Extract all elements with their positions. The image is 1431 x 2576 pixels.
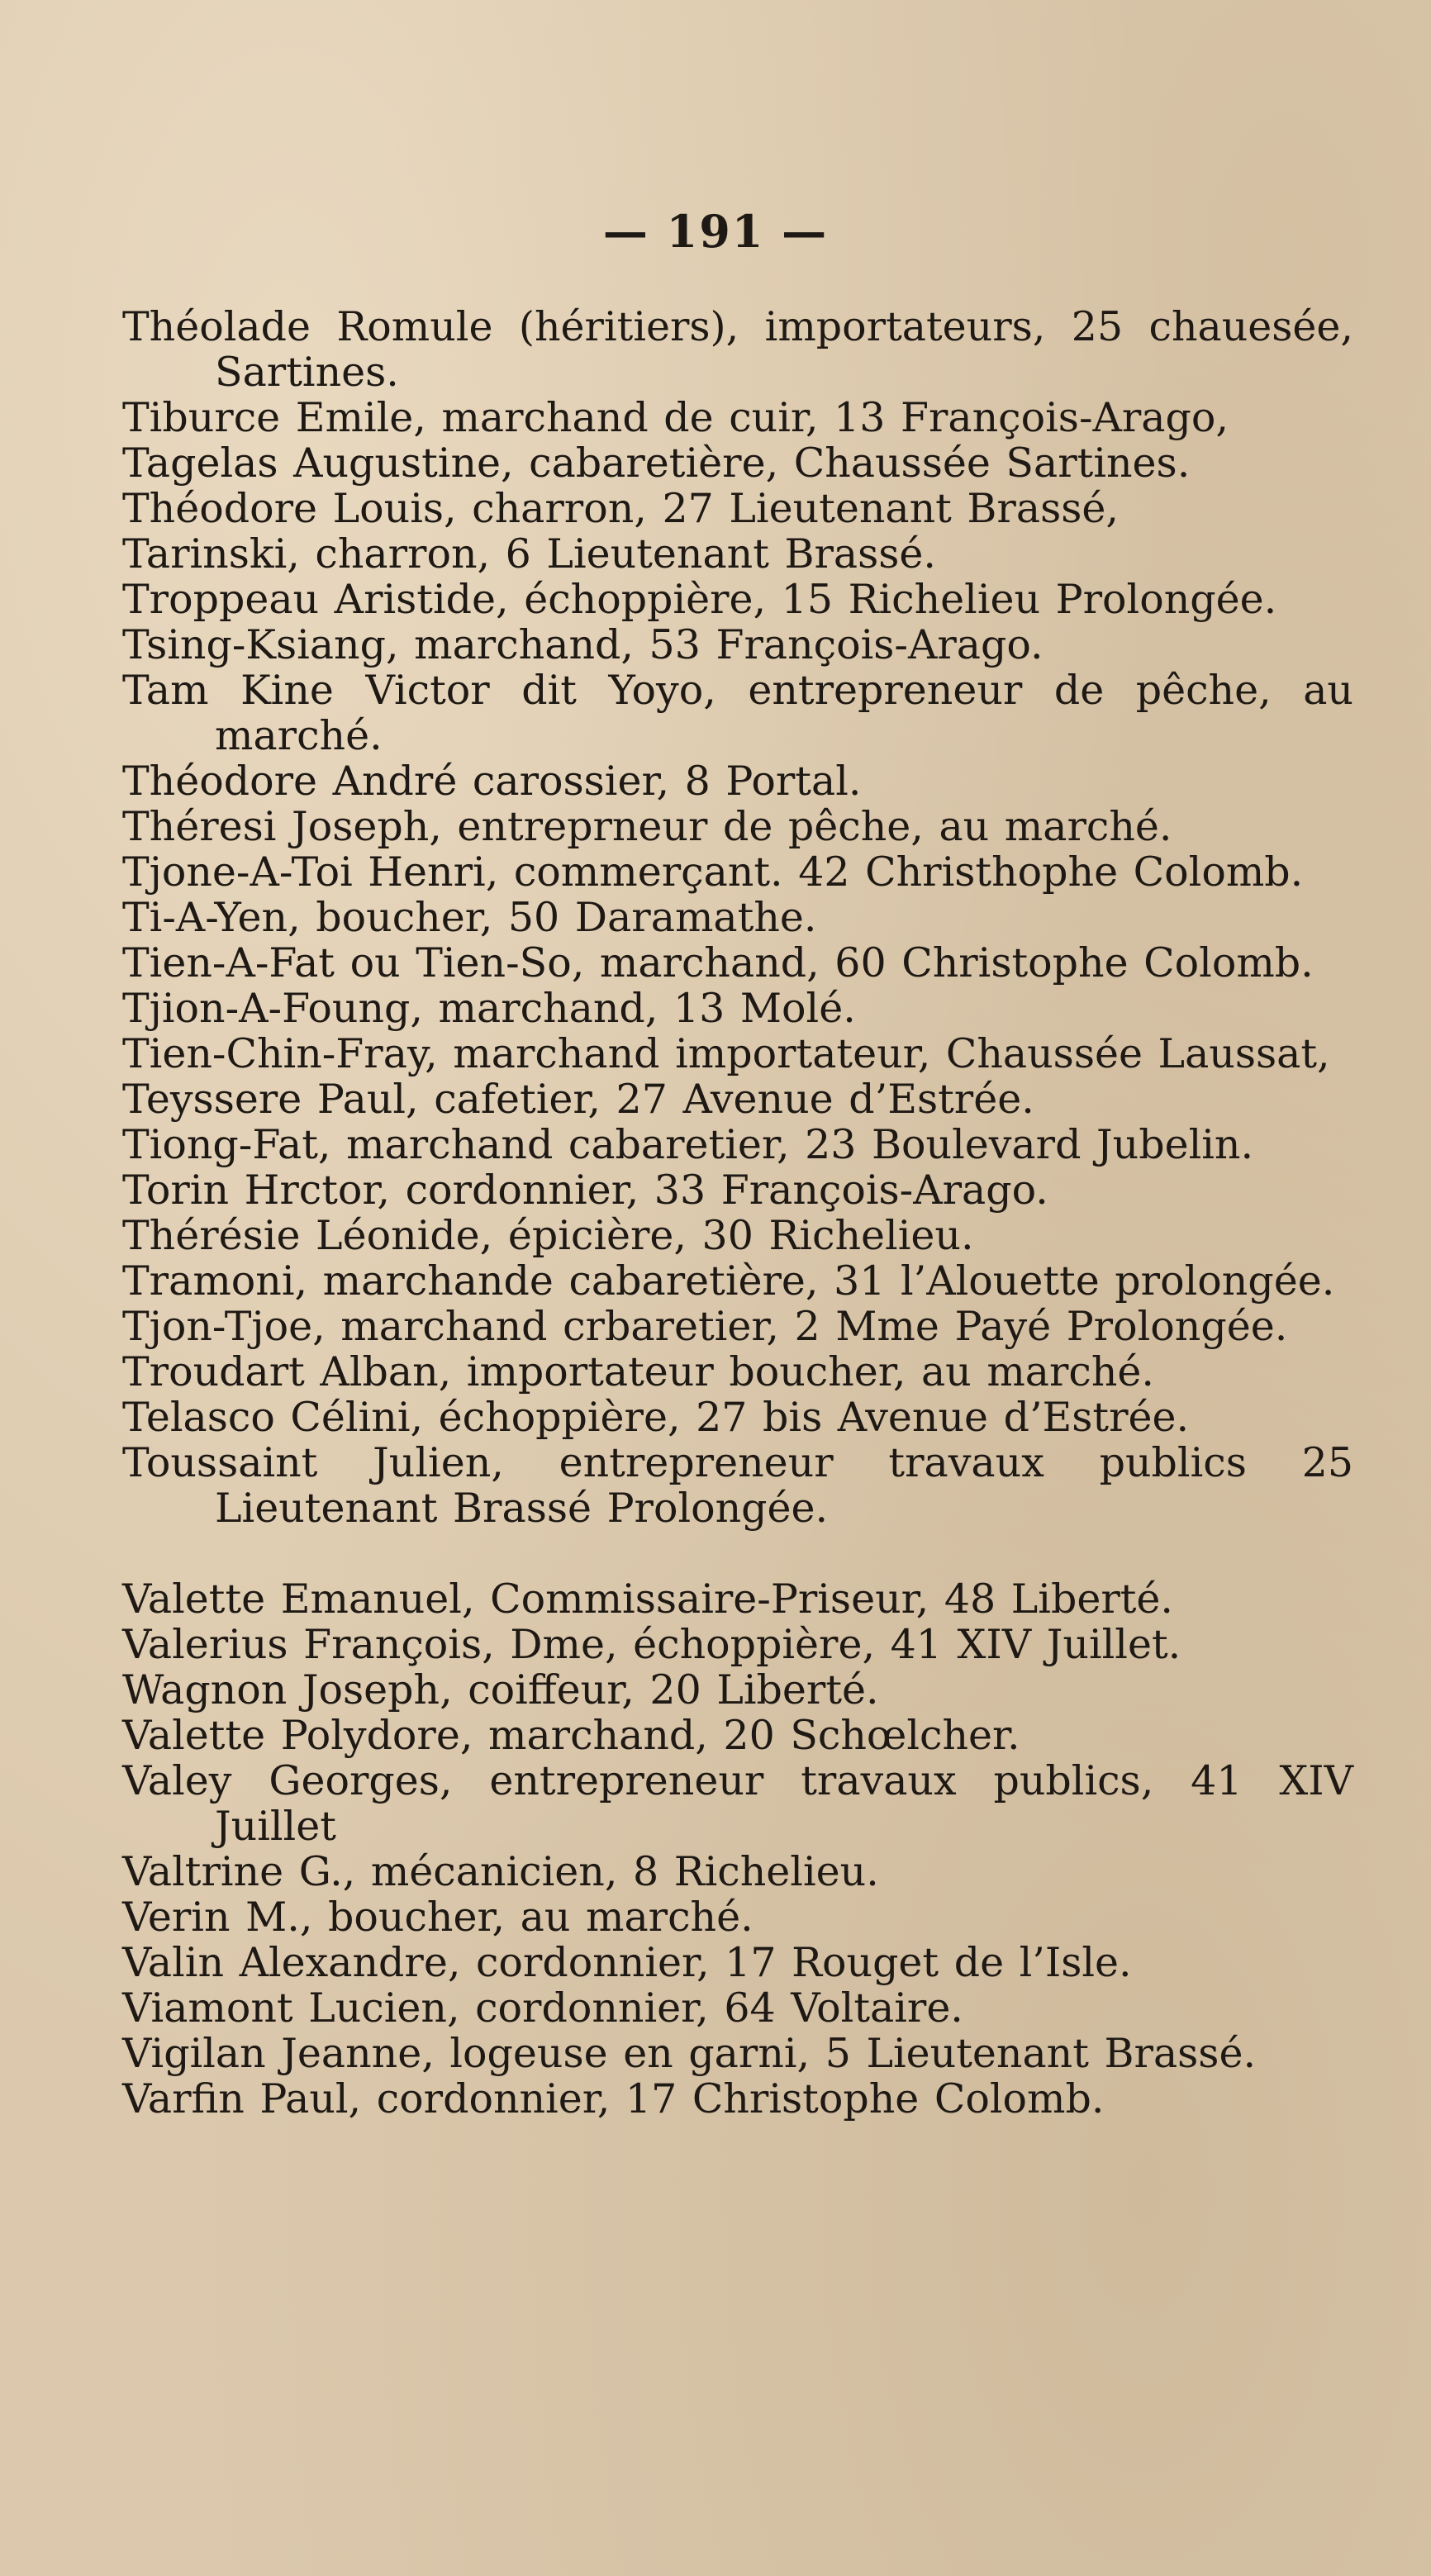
- directory-entry: Valette Emanuel, Commissaire-Priseur, 48 Liberté.: [122, 1576, 1174, 1623]
- directory-listing: [122, 304, 1353, 2122]
- directory-entry: Tiburce Emile, marchand de cuir, 13 François-Arago,: [122, 394, 1229, 441]
- directory-entry: Tam Kine Victor dit Yoyo, entrepreneur de pêche, au marché.: [122, 667, 1353, 759]
- page-number: — 191 —: [602, 205, 829, 258]
- directory-entry: Tien-A-Fat ou Tien-So, marchand, 60 Christophe Colomb.: [122, 939, 1314, 986]
- directory-entry: Thérésie Léonide, épicière, 30 Richelieu.: [122, 1212, 974, 1259]
- section-divider: [122, 1531, 1353, 1576]
- directory-entry: Tramoni, marchande cabaretière, 31 l’Alouette prolongée.: [122, 1257, 1335, 1305]
- directory-entry: Ti-A-Yen, boucher, 50 Daramathe.: [122, 894, 817, 941]
- directory-entry: Troudart Alban, importateur boucher, au marché.: [122, 1348, 1154, 1395]
- directory-entry: Valette Polydore, marchand, 20 Schœlcher.: [122, 1712, 1020, 1759]
- directory-entry: Valey Georges, entrepreneur travaux publics, 41 XIV Juillet: [122, 1757, 1353, 1850]
- directory-entry: Varfin Paul, cordonnier, 17 Christophe Colomb.: [122, 2075, 1105, 2122]
- directory-entry: Valin Alexandre, cordonnier, 17 Rouget de l’Isle.: [122, 1939, 1132, 1986]
- directory-entry: Viamont Lucien, cordonnier, 64 Voltaire.: [122, 1984, 963, 2032]
- directory-entry: Valtrine G., mécanicien, 8 Richelieu.: [122, 1848, 879, 1895]
- directory-entry: Tjion-A-Foung, marchand, 13 Molé.: [122, 985, 856, 1032]
- directory-entry: Verin M., boucher, au marché.: [122, 1894, 754, 1941]
- directory-entry: Wagnon Joseph, coiffeur, 20 Liberté.: [122, 1666, 879, 1713]
- directory-entry: Tjone-A-Toi Henri, commerçant. 42 Christhophe Colomb.: [122, 848, 1304, 896]
- directory-entry: Tjon-Tjoe, marchand crbaretier, 2 Mme Payé Prolongée.: [122, 1303, 1288, 1350]
- directory-entry: Toussaint Julien, entrepreneur travaux publics 25 Lieutenant Brassé Prolongée.: [122, 1439, 1353, 1532]
- directory-entry: Théolade Romule (héritiers), importateurs, 25 chauesée, Sartines.: [122, 303, 1353, 396]
- directory-entry: Théodore Louis, charron, 27 Lieutenant Brassé,: [122, 485, 1119, 532]
- directory-entry: Théresi Joseph, entreprneur de pêche, au marché.: [122, 803, 1172, 850]
- directory-entry: Valerius François, Dme, échoppière, 41 XIV Juillet.: [122, 1621, 1181, 1668]
- directory-entry: Théodore André carossier, 8 Portal.: [122, 758, 862, 805]
- directory-entry: Tiong-Fat, marchand cabaretier, 23 Boulevard Jubelin.: [122, 1121, 1254, 1168]
- directory-entry: Tsing-Ksiang, marchand, 53 François-Arago.: [122, 621, 1044, 668]
- directory-entry: Tagelas Augustine, cabaretière, Chaussée Sartines.: [122, 440, 1191, 487]
- directory-entry: Telasco Célini, échoppière, 27 bis Avenue d’Estrée.: [122, 1394, 1190, 1441]
- directory-entry: Teyssere Paul, cafetier, 27 Avenue d’Estrée.: [122, 1076, 1034, 1123]
- directory-entry: Tien-Chin-Fray, marchand importateur, Chaussée Laussat,: [122, 1030, 1330, 1077]
- section-v-entries: [122, 1576, 1353, 2122]
- section-t-entries: [122, 304, 1353, 1531]
- directory-entry: Torin Hrctor, cordonnier, 33 François-Arago.: [122, 1167, 1048, 1214]
- directory-entry: Tarinski, charron, 6 Lieutenant Brassé.: [122, 530, 936, 577]
- directory-entry: Vigilan Jeanne, logeuse en garni, 5 Lieutenant Brassé.: [122, 2030, 1257, 2077]
- directory-entry: Troppeau Aristide, échoppière, 15 Richelieu Prolongée.: [122, 576, 1277, 623]
